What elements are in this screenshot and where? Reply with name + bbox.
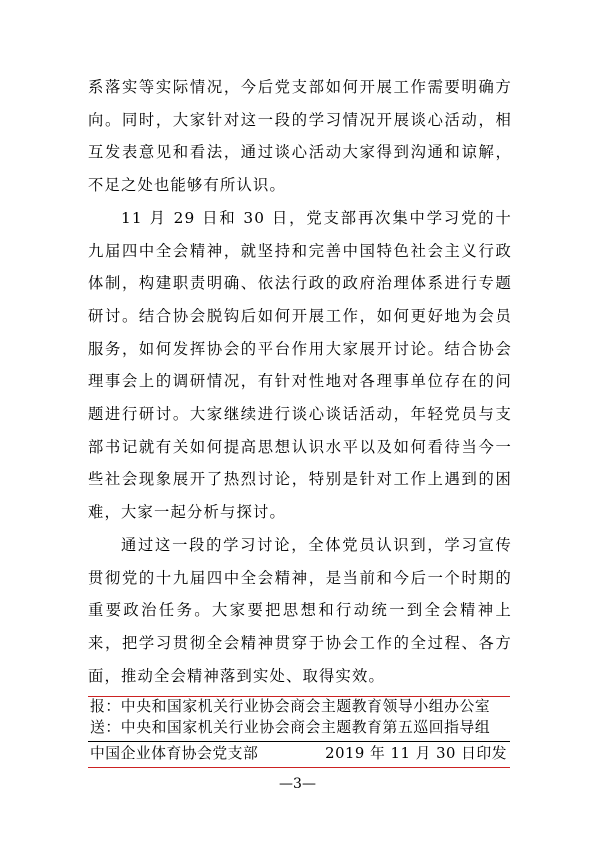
issue-date: 2019 年 11 月 30 日印发 <box>325 745 507 762</box>
report-to-line: 报：中央和国家机关行业协会商会主题教育领导小组办公室 <box>90 698 491 715</box>
distribution-divider <box>88 741 510 742</box>
paragraph-2: 11 月 29 日和 30 日，党支部再次集中学习党的十九届四中全会精神，就坚持和完善中国特色社会主义行政体制，构建职责明确、依法行政的政府治理体系进行专题研讨。结合协会脱钩后如何开展工作，如何更好地为会员服务，如何发挥协会的平台作用大家展开讨论。结合协会理事会上的调研情况，有针对性地对各理事单位存在的问题进行研讨。大家继续进行谈心谈话活动，年轻党员与支部书记就有关如何提高思想认识水平以及如何看待当今一些社会现象展开了热烈讨论，特别是针对工作上遇到的困难，大家一起分析与探讨。 <box>88 208 512 522</box>
footer-bottom-rule <box>88 767 510 768</box>
document-body <box>88 71 512 692</box>
send-to-line: 送：中央和国家机关行业协会商会主题教育第五巡回指导组 <box>90 719 491 736</box>
page-number: —3— <box>279 776 316 792</box>
paragraph-1: 系落实等实际情况，今后党支部如何开展工作需要明确方向。同时，大家针对这一段的学习情况开展谈心活动，相互发表意见和看法，通过谈心活动大家得到沟通和谅解，不足之处也能够有所认识。 <box>88 78 512 195</box>
paragraph-3: 通过这一段的学习讨论，全体党员认识到，学习宣传贯彻党的十九届四中全会精神，是当前和今后一个时期的重要政治任务。大家要把思想和行动统一到全会精神上来，把学习贯彻全会精神贯穿于协会工作的全过程、各方面，推动全会精神落到实处、取得实效。 <box>88 535 512 685</box>
issuer-name: 中国企业体育协会党支部 <box>90 745 259 762</box>
